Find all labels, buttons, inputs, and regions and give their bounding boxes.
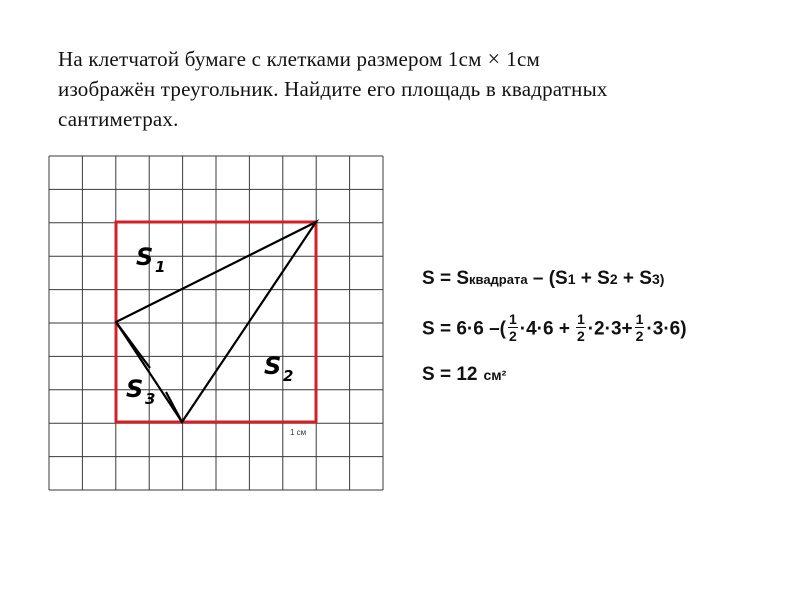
s3-subscript: 3 xyxy=(145,390,156,408)
times-sign: × xyxy=(487,46,501,71)
problem-line-3: сантиметрах. xyxy=(58,107,179,131)
f3-unit: см² xyxy=(483,367,507,383)
triangle-s3-tick xyxy=(116,322,150,368)
problem-line-2: изображён треугольник. Найдите его площадь в квадратных xyxy=(58,77,608,101)
f1-s1-index: 1 xyxy=(567,271,576,287)
fraction-2 xyxy=(576,312,586,343)
fraction-2-numerator: 1 xyxy=(576,311,585,327)
s2-subscript: 2 xyxy=(283,367,294,385)
s2-letter: S xyxy=(264,352,282,380)
grid-paper xyxy=(49,156,383,490)
f2-term2: ·2·3+ xyxy=(587,318,633,340)
fraction-1-denominator: 2 xyxy=(508,328,517,344)
fraction-1 xyxy=(508,312,518,343)
region-label-s3 xyxy=(126,375,155,408)
formula-result xyxy=(422,364,506,386)
fraction-3 xyxy=(635,312,645,343)
s3-letter: S xyxy=(126,375,144,403)
fraction-2-denominator: 2 xyxy=(576,328,585,344)
formula-area-decomposition xyxy=(422,268,664,290)
f1-mid: – (S xyxy=(527,268,568,289)
f2-prefix: S = 6·6 –( xyxy=(422,318,506,340)
f2-term1: ·4·6 + xyxy=(519,318,570,340)
fraction-3-numerator: 1 xyxy=(635,311,644,327)
f1-s3-index: 3 xyxy=(651,271,660,287)
fraction-3-denominator: 2 xyxy=(635,328,644,344)
f1-close: ) xyxy=(659,271,665,287)
f3-result: S = 12 xyxy=(422,364,478,385)
f1-s2-index: 2 xyxy=(609,271,618,287)
f1-prefix: S = S xyxy=(422,268,469,289)
f2-term3: ·3·6) xyxy=(646,318,687,340)
s1-subscript: 1 xyxy=(155,258,166,276)
fraction-1-numerator: 1 xyxy=(508,311,517,327)
grid-unit-label: 1 см xyxy=(290,428,307,437)
problem-line-1-unit: 1см xyxy=(506,47,540,71)
f1-plus1: + S xyxy=(575,268,610,289)
triangle-s3-tick-2 xyxy=(166,392,182,422)
region-label-s2 xyxy=(264,352,293,385)
f1-square-subscript: квадрата xyxy=(469,272,528,287)
region-label-s1 xyxy=(136,243,165,276)
s1-letter: S xyxy=(136,243,154,271)
formula-substitution xyxy=(422,311,687,345)
problem-line-1-text: На клетчатой бумаге с клетками размером 1см xyxy=(58,47,482,71)
f1-plus2: + S xyxy=(617,268,652,289)
